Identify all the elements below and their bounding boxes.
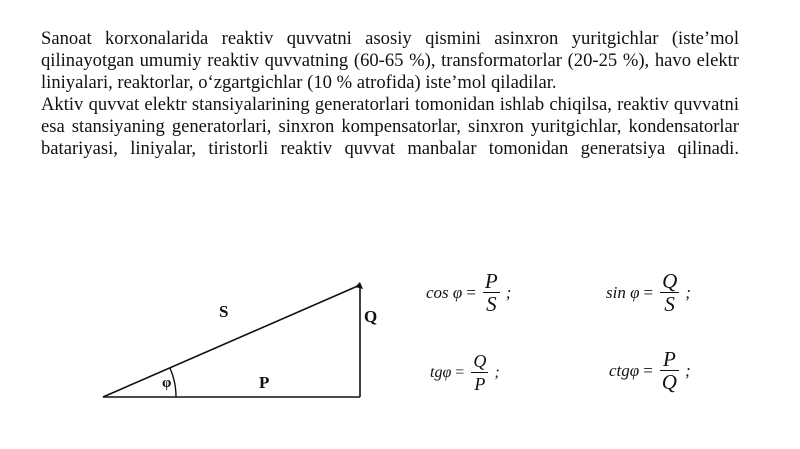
formula-ctg-eq: = — [643, 360, 653, 380]
formula-sin-eq: = — [643, 282, 654, 302]
formula-tg-lhs: tgφ — [430, 363, 452, 381]
label-p: P — [259, 373, 270, 392]
formula-sin-lhs: sin φ — [606, 282, 640, 302]
formula-cos-eq: = — [466, 282, 476, 302]
formula-cos — [426, 270, 511, 315]
paragraph-consumers: Sanoat korxonalarida reaktiv quvvatni asosiy qismini asinxron yuritgichlar (iste’mol qilinayotgan umumiy reaktiv quvvatning (60-65 %), transformatorlar (20-25 %), havo elektr liniyalari, reaktorlar, o‘zgartgichlar (10 % atrofida) iste’mol qiladilar. — [41, 28, 739, 93]
formula-tg-end: ; — [494, 363, 500, 381]
formula-cos-lhs: cos φ — [426, 282, 463, 302]
formula-sin-num: Q — [662, 269, 678, 293]
formula-ctg-fraction — [660, 348, 679, 393]
paragraph-sources: Aktiv quvvat elektr stansiyalarining generatorlari tomonidan ishlab chiqilsa, reaktiv quvvatni esa stansiyaning generatorlari, sinxron kompensatorlar, sinxron yuritgichlar, kondensatorlar batariyasi, liniyalar, tiristorli reaktiv quvvat manbalar tomonidan generatsiya qilinadi. — [41, 94, 739, 159]
formula-tg-fraction — [471, 350, 488, 395]
formula-cos-num: P — [484, 269, 498, 293]
formula-ctg-num: P — [662, 347, 676, 371]
vertex-arrow-mark — [355, 282, 363, 289]
formula-cos-den: S — [486, 292, 497, 316]
power-triangle-figure — [0, 240, 800, 449]
formula-cos-fraction — [483, 270, 500, 315]
formula-ctg-den: Q — [661, 370, 677, 394]
formula-tg — [430, 350, 500, 395]
formula-ctg — [609, 348, 691, 393]
formula-tg-den: P — [474, 374, 486, 394]
label-q: Q — [364, 307, 378, 326]
formula-cos-end: ; — [505, 282, 512, 302]
label-phi: φ — [162, 375, 172, 391]
formula-sin-den: S — [664, 292, 675, 316]
hypotenuse-side-s — [103, 285, 360, 397]
formula-tg-num: Q — [473, 351, 487, 371]
formula-tg-eq: = — [455, 363, 465, 381]
formula-sin-end: ; — [685, 282, 691, 302]
label-s: S — [219, 302, 229, 321]
formula-sin-fraction — [660, 270, 679, 315]
text-body — [41, 28, 739, 160]
formula-sin — [606, 270, 691, 315]
formula-ctg-lhs: ctgφ — [609, 360, 640, 380]
formula-ctg-end: ; — [684, 360, 691, 380]
